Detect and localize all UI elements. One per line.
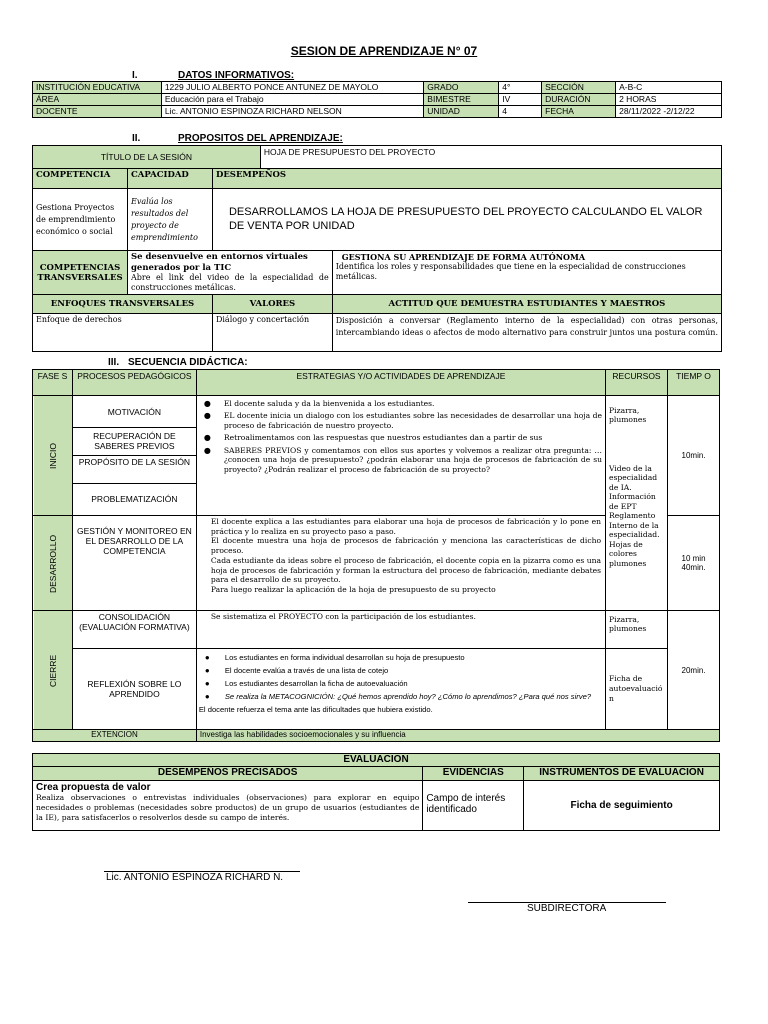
- reflexion-item: ● Los estudiantes desarrollan la ficha de autoevaluación: [201, 679, 602, 688]
- titulo-value: HOJA DE PRESUPUESTO DEL PROYECTO: [260, 146, 721, 169]
- reflexion-item: ● El docente evalúa a través de una lista de cotejo: [201, 666, 602, 675]
- autonoma-title: GESTIONA SU APRENDIZAJE DE FORMA AUTÓNOMA: [341, 252, 586, 262]
- header-actitud: ACTITUD QUE DEMUESTRA ESTUDIANTES Y MAESTROS: [332, 295, 721, 314]
- info-value: 1229 JULIO ALBERTO PONCE ANTUNEZ DE MAYOLO: [161, 82, 423, 94]
- info-value: 28/11/2022 -2/12/22: [616, 106, 722, 118]
- desempeno-value: DESARROLLAMOS LA HOJA DE PRESUPUESTO DEL PROYECTO CALCULANDO EL VALOR DE VENTA POR UNIDAD: [212, 189, 721, 251]
- titulo-label: TÍTULO DE LA SESIÓN: [33, 146, 261, 169]
- header-procesos: PROCESOS PEDAGÓGICOS: [72, 370, 196, 396]
- crea-propuesta: Crea propuesta de valor: [36, 782, 151, 793]
- recursos-consolidacion: Pizarra, plumones: [606, 611, 668, 649]
- tic-title: Se desenvuelve en entornos virtuales generados por la TIC: [130, 252, 308, 273]
- extension-text: Investiga las habilidades socioemocionales y su influencia: [196, 730, 719, 742]
- fase-desarrollo: DESARROLLO: [33, 516, 73, 611]
- competencia-value: Gestiona Proyectos de emprendimiento económico o social: [33, 189, 128, 251]
- reflexion-list: [197, 653, 602, 701]
- competencias-transversales-label: COMPETENCIAS TRANSVERSALES: [33, 251, 128, 295]
- header-tiempo: TIEMP O: [668, 370, 720, 396]
- desempeno-desc: Realiza observaciones o entrevistas individuales (observaciones) para explorar en equipo necesidades o problemas (necesidades sobre productos) de un grupo de usuarios (estudiantes de la IE), para satisfacerlos o resolverlos desde su campo de interés.: [36, 793, 420, 822]
- inicio-item: ● El docente saluda y da la bienvenida a los estudiantes.: [200, 399, 602, 408]
- tiempo-desarrollo: 10 min 40min.: [668, 516, 720, 611]
- info-label: UNIDAD: [424, 106, 499, 118]
- estrategias-reflexion: [196, 649, 605, 730]
- info-value: Lic. ANTONIO ESPINOZA RICHARD NELSON: [161, 106, 423, 118]
- info-value: 4: [499, 106, 542, 118]
- info-row: [33, 82, 722, 94]
- autonoma-cell: [332, 251, 721, 295]
- evidencia-value: Campo de interés identificado: [423, 781, 524, 831]
- header-desempenos-precisados: DESEMPEÑOS PRECISADOS: [33, 767, 423, 781]
- reflexion-foot: El docente refuerza el tema ante las dificultades que hubiera existido.: [198, 705, 433, 715]
- firma-docente: Lic. ANTONIO ESPINOZA RICHARD N.: [106, 872, 284, 883]
- instrumento-value: Ficha de seguimiento: [524, 781, 720, 831]
- info-label: SECCIÓN: [542, 82, 616, 94]
- tiempo-cierre: 20min.: [668, 611, 720, 730]
- procesos-inicio: [72, 396, 196, 516]
- proceso-proposito: PROPÓSITO DE LA SESIÓN: [73, 456, 196, 484]
- section-1-heading: I. DATOS INFORMATIVOS:: [132, 70, 295, 81]
- valor-value: Diálogo y concertación: [212, 314, 332, 352]
- extension-label: EXTENCION: [33, 730, 197, 742]
- capacidad-value: Evalúa los resultados del proyecto de emprendimiento: [127, 189, 212, 251]
- proceso-reflexion: REFLEXIÓN SOBRE LO APRENDIDO: [72, 649, 196, 730]
- estrategias-inicio: [196, 396, 605, 516]
- header-recursos: RECURSOS: [606, 370, 668, 396]
- fase-cierre: CIERRE: [33, 611, 73, 730]
- estrategias-consolidacion: Se sistematiza el PROYECTO con la participación de los estudiantes.: [196, 611, 605, 649]
- section-2-heading: II. PROPOSITOS DEL APRENDIZAJE:: [132, 133, 343, 144]
- reflexion-item: ● Los estudiantes en forma individual desarrollan su hoja de presupuesto: [201, 653, 602, 662]
- propositos-table: [32, 145, 722, 352]
- info-row: [33, 94, 722, 106]
- desarrollo-list: [211, 517, 601, 595]
- header-capacidad: CAPACIDAD: [127, 169, 212, 189]
- page-title: SESION DE APRENDIZAJE N° 07: [290, 44, 478, 58]
- tic-text: Abre el link del video de la especialidad de construcciones metálicas.: [130, 273, 329, 293]
- header-instrumentos: INSTRUMENTOS DE EVALUACION: [524, 767, 720, 781]
- firma-subdirectora: SUBDIRECTORA: [527, 903, 607, 914]
- recursos-desarrollo: Video de la especialidad de IA. Información de EPT Reglamento Interno de la especialidad. Hojas de colores plumones: [609, 464, 660, 568]
- proceso-recuperacion: RECUPERACIÓN DE SABERES PREVIOS: [73, 428, 196, 456]
- info-value: IV: [499, 94, 542, 106]
- secuencia-table: [32, 369, 720, 742]
- header-enfoques: ENFOQUES TRANSVERSALES: [33, 295, 213, 314]
- info-table: [32, 81, 722, 118]
- info-label: INSTITUCIÓN EDUCATIVA: [33, 82, 162, 94]
- desarrollo-paragraph: El docente muestra una hoja de procesos de fabricación y menciona las características de dicho proceso.: [210, 536, 602, 556]
- info-label: ÁREA: [33, 94, 162, 106]
- fase-inicio: INICIO: [33, 396, 73, 516]
- info-label: DOCENTE: [33, 106, 162, 118]
- proceso-motivacion: MOTIVACIÓN: [73, 396, 196, 428]
- info-value: 4°: [499, 82, 542, 94]
- inicio-list: [200, 399, 602, 474]
- inicio-item: ● EL docente inicia un dialogo con los estudiantes sobre las necesidades de desarrollar una hoja de proceso de fabricación de nuestro proyecto.: [200, 411, 602, 430]
- info-value: A-B-C: [616, 82, 722, 94]
- recursos-inicio-desarrollo: [606, 396, 668, 611]
- info-value: 2 HORAS: [616, 94, 722, 106]
- header-competencia: COMPETENCIA: [33, 169, 128, 189]
- info-label: GRADO: [424, 82, 499, 94]
- info-label: DURACIÓN: [542, 94, 616, 106]
- inicio-item: ● Retroalimentamos con las respuestas que nuestros estudiantes dan a partir de sus: [200, 433, 602, 442]
- evaluacion-table: [32, 753, 720, 831]
- recursos-reflexion: Ficha de autoevaluació n: [606, 649, 668, 730]
- estrategias-desarrollo: [196, 516, 605, 611]
- proceso-consolidacion: CONSOLIDACIÓN (EVALUACIÓN FORMATIVA): [72, 611, 196, 649]
- header-fases: FASE S: [33, 370, 73, 396]
- header-valores: VALORES: [212, 295, 332, 314]
- evaluacion-title: EVALUACION: [33, 754, 720, 767]
- desarrollo-paragraph: Para luego realizar la aplicación de la hoja de presupuesto de su proyecto: [210, 585, 496, 595]
- reflexion-item: ● Se realiza la METACOGNICIÓN: ¿Qué hemos aprendido hoy? ¿Cómo lo aprendimos? ¿Para qué nos sirve?: [201, 692, 602, 701]
- desarrollo-paragraph: Cada estudiante da ideas sobre el proceso de fabricación, el docente copia en la pizarra como es una hoja de procesos de fabricación y forman la estructura del proceso de fabricación, mediante debates para el desarrollo de su proyecto.: [210, 555, 602, 585]
- header-estrategias: ESTRATEGIAS Y/O ACTIVIDADES DE APRENDIZAJE: [196, 370, 605, 396]
- info-label: FECHA: [542, 106, 616, 118]
- proceso-problematizacion: PROBLEMATIZACIÓN: [91, 494, 178, 504]
- inicio-item: ● SABERES PREVIOS y comentamos con ellos sus aportes y volvemos a realizar otra pregunta: … ¿conocen una hoja de presupuesto? ¿podrán elaborar una hoja de procesos de fabricación de su proyecto? ¿Podrán realizar el proceso de fabricación de su proyecto?: [200, 446, 602, 474]
- tic-cell: [127, 251, 332, 295]
- desarrollo-paragraph: El docente explica a las estudiantes para elaborar una hoja de procesos de fabricación y lo pone en práctica y lo realiza en su proyecto paso a paso.: [210, 517, 602, 536]
- actitud-value: Disposición a conversar (Reglamento interno de la especialidad) con otras personas, intercambiando ideas o afectos de modo alternativo para construir juntos una postura común.: [332, 314, 721, 352]
- autonoma-text: Identifica los roles y responsabilidades que tiene en la especialidad de construcciones metálicas.: [335, 262, 686, 281]
- desempeno-precisado: [33, 781, 423, 831]
- recursos-inicio: Pizarra, plumones: [609, 406, 647, 425]
- header-evidencias: EVIDENCIAS: [423, 767, 524, 781]
- info-value: Educación para el Trabajo: [161, 94, 423, 106]
- proceso-gestion: GESTIÓN Y MONITOREO EN EL DESARROLLO DE LA COMPETENCIA: [72, 516, 196, 611]
- header-desempenos: DESEMPEÑOS: [212, 169, 721, 189]
- tiempo-inicio: 10min.: [668, 396, 720, 516]
- info-label: BIMESTRE: [424, 94, 499, 106]
- section-3-heading: III. SECUENCIA DIDÁCTICA:: [108, 357, 248, 368]
- enfoque-value: Enfoque de derechos: [33, 314, 213, 352]
- info-row: [33, 106, 722, 118]
